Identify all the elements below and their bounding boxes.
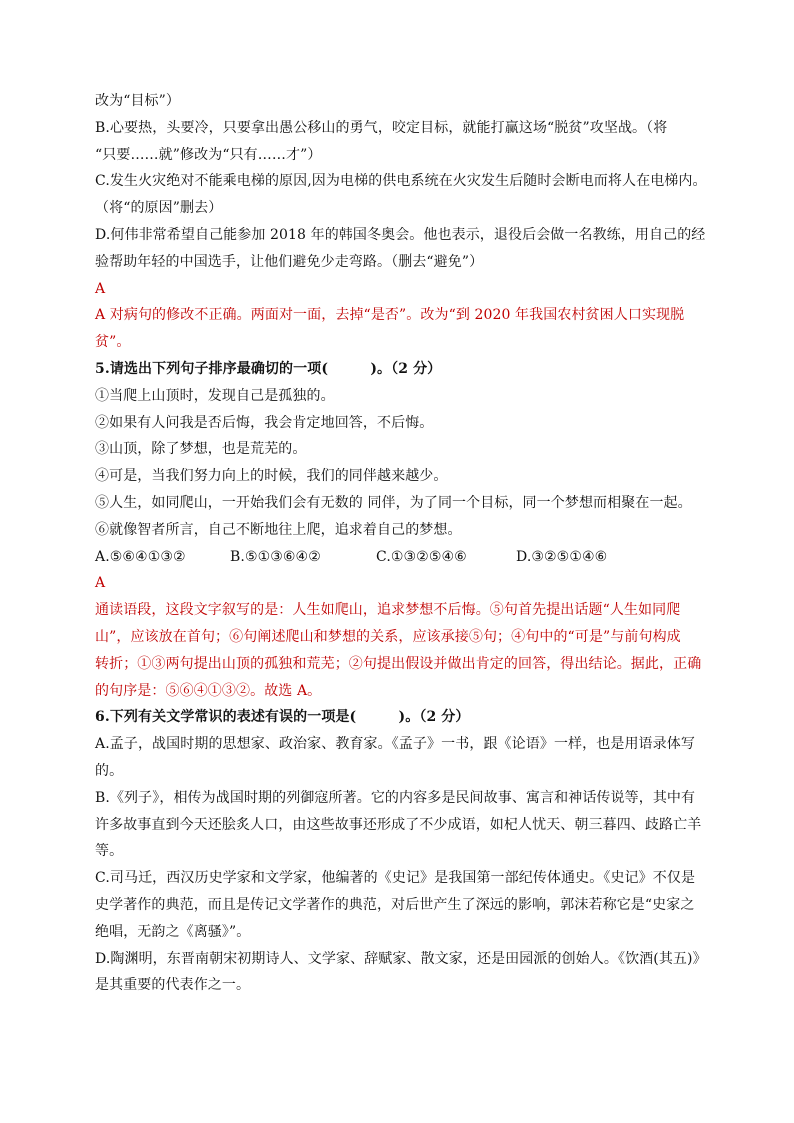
q4-option-line: “只要……就”修改为“只有……才”） — [95, 146, 322, 163]
q6-option-line: 等。 — [95, 843, 124, 860]
q4-option-line: C.发生火灾绝对不能乘电梯的原因,因为电梯的供电系统在火灾发生后随时会断电而将人在电梯内。 — [95, 173, 707, 190]
q6-option-line: 是其重要的代表作之一。 — [95, 977, 251, 994]
q6-option-line: B.《列子》，相传为战国时期的列御寇所著。它的内容多是民间故事、寓言和神话传说等，其中有 — [95, 789, 696, 806]
q5-sentence: ⑥就像智者所言，自己不断地往上爬，追求着自己的梦想。 — [95, 521, 462, 538]
q5-sentence: ④可是，当我们努力向上的时候，我们的同伴越来越少。 — [95, 468, 448, 485]
q5-option-b: B.⑤①③⑥④② — [230, 548, 321, 565]
q6-stem: 6.下列有关文学常识的表述有误的一项是( )。（2 分） — [95, 709, 470, 726]
q6-option-line: D.陶渊明，东晋南朝宋初期诗人、文学家、辞赋家、散文家，还是田园派的创始人。《饮酒(其五)》 — [95, 950, 707, 967]
q4-option-line: B.心要热，头要冷，只要拿出愚公移山的勇气，咬定目标，就能打赢这场“脱贫”攻坚战。（将 — [95, 119, 668, 136]
q5-explanation-line: 的句序是：⑤⑥④①③②。故选 A。 — [95, 682, 322, 699]
q5-options — [95, 544, 705, 571]
q4-explanation-line: A 对病句的修改不正确。两面对一面，去掉“是否”。改为“到 2020 年我国农村贫困人口实现脱 — [95, 307, 685, 324]
q5-sentence: ②如果有人问我是否后悔，我会肯定地回答，不后悔。 — [95, 414, 434, 431]
q5-option-c: C.①③②⑤④⑥ — [376, 548, 467, 565]
q5-explanation-line: 通读语段，这段文字叙写的是：人生如爬山，追求梦想不后悔。⑤句首先提出话题“人生如同爬 — [95, 602, 681, 619]
q6-option-line: 史学著作的典范，而且是传记文学著作的典范，对后世产生了深远的影响，郭沫若称它是“史家之 — [95, 896, 695, 913]
q4-option-line: D.何伟非常希望自己能参加 2018 年的韩国冬奥会。他也表示，退役后会做一名教练，用自己的经 — [95, 226, 706, 243]
q4-explanation-line: 贫”。 — [95, 334, 131, 351]
q5-option-a: A.⑤⑥④①③② — [95, 548, 186, 565]
q5-sentence: ⑤人生，如同爬山，一开始我们会有无数的 同伴，为了同一个目标，同一个梦想而相聚在一起。 — [95, 494, 692, 511]
q6-option-line: 许多故事直到今天还脍炙人口，由这些故事还形成了不少成语，如杞人忧天、朝三暮四、歧路亡羊 — [95, 816, 702, 833]
q4-option-line: （将“的原因”删去） — [95, 200, 223, 217]
q5-explanation-line: 山”，应该放在首句；⑥句阐述爬山和梦想的关系，应该承接⑤句；④句中的“可是”与前句构成 — [95, 628, 681, 645]
q4-option-line: 验帮助年轻的中国选手，让他们避免少走弯路。（删去“避免”） — [95, 253, 484, 270]
q4-answer: A — [95, 280, 106, 297]
q5-sentence: ③山顶，除了梦想，也是荒芜的。 — [95, 441, 307, 458]
document-page — [95, 88, 705, 999]
q6-option-line: C.司马迁，西汉历史学家和文学家，他编著的《史记》是我国第一部纪传体通史。《史记》不仅是 — [95, 870, 696, 887]
q5-answer: A — [95, 575, 106, 592]
q5-sentence: ①当爬上山顶时，发现自己是孤独的。 — [95, 387, 335, 404]
q6-option-line: A.孟子，战国时期的思想家、政治家、教育家。《孟子》一书，跟《论语》一样，也是用语录体写 — [95, 736, 695, 753]
q4-option-line: 改为“目标”） — [95, 93, 181, 109]
q5-stem: 5.请选出下列句子排序最确切的一项( )。（2 分） — [95, 360, 442, 377]
q5-explanation-line: 转折；①③两句提出山顶的孤独和荒芜；②句提出假设并做出肯定的回答，得出结论。据此，正确 — [95, 655, 702, 672]
q6-option-line: 的。 — [95, 762, 124, 779]
q5-option-d: D.③②⑤①④⑥ — [516, 548, 608, 565]
q6-option-line: 绝唱，无韵之《离骚》”。 — [95, 923, 251, 940]
